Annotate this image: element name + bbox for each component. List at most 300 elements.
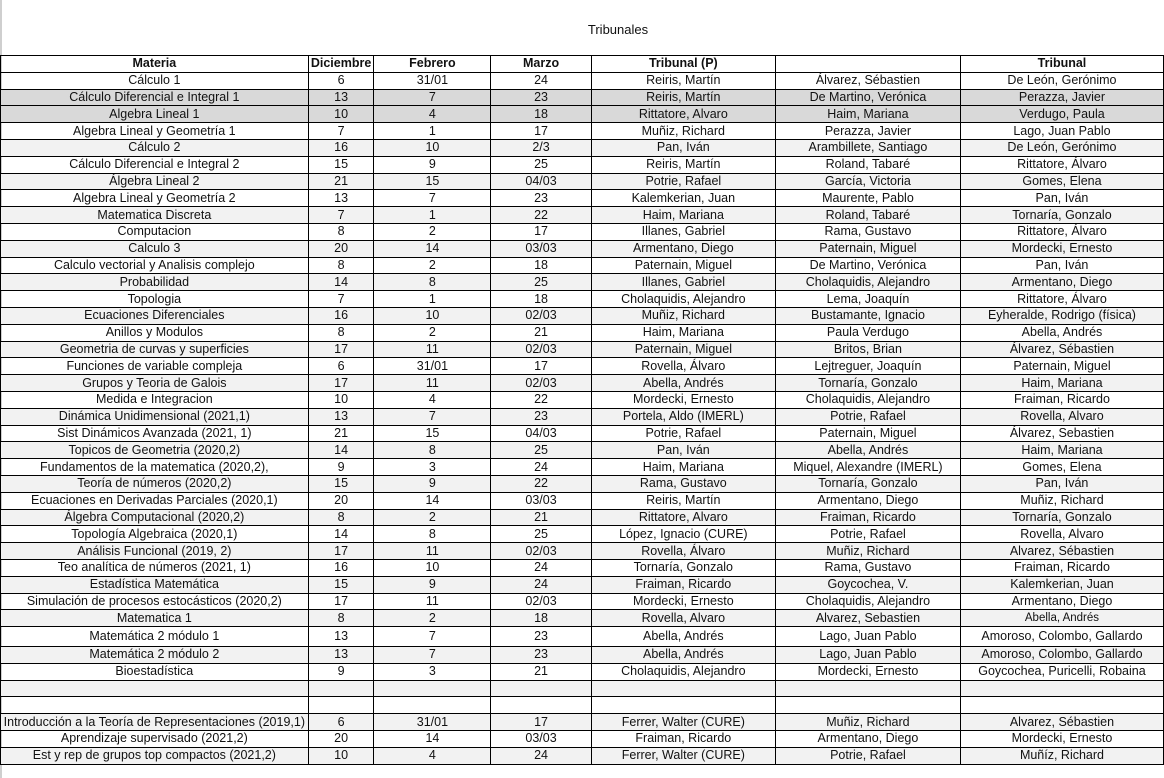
- cell-marzo[interactable]: 03/03: [491, 731, 591, 748]
- cell-materia[interactable]: [1, 697, 309, 714]
- cell-tribunal-presidente[interactable]: Kalemkerian, Juan: [591, 190, 775, 207]
- cell-materia[interactable]: Cálculo 1: [1, 72, 309, 89]
- cell-tribunal-vocal[interactable]: Muñiz, Richard: [775, 543, 960, 560]
- cell-tribunal-presidente[interactable]: Rovella, Alvaro: [591, 610, 775, 627]
- cell-diciembre[interactable]: 15: [308, 156, 374, 173]
- cell-tribunal-vocal[interactable]: Paternain, Miguel: [775, 425, 960, 442]
- cell-marzo[interactable]: 24: [491, 72, 591, 89]
- cell-febrero[interactable]: 7: [374, 89, 491, 106]
- cell-materia[interactable]: Teoría de números (2020,2): [1, 475, 309, 492]
- cell-febrero[interactable]: 31/01: [374, 714, 491, 731]
- cell-tribunal-presidente[interactable]: Muñiz, Richard: [591, 307, 775, 324]
- cell-marzo[interactable]: 24: [491, 459, 591, 476]
- cell-tribunal[interactable]: Álvarez, Sebastien: [960, 425, 1163, 442]
- cell-tribunal-vocal[interactable]: Lago, Juan Pablo: [775, 627, 960, 647]
- cell-febrero[interactable]: 1: [374, 291, 491, 308]
- cell-tribunal-presidente[interactable]: Abella, Andrés: [591, 375, 775, 392]
- cell-febrero[interactable]: 7: [374, 627, 491, 647]
- cell-diciembre[interactable]: 6: [308, 358, 374, 375]
- cell-marzo[interactable]: 23: [491, 647, 591, 664]
- cell-tribunal[interactable]: Rittatore, Álvaro: [960, 223, 1163, 240]
- cell-marzo[interactable]: 02/03: [491, 593, 591, 610]
- cell-materia[interactable]: Cálculo 2: [1, 139, 309, 156]
- cell-tribunal-presidente[interactable]: Illanes, Gabriel: [591, 223, 775, 240]
- cell-materia[interactable]: Grupos y Teoria de Galois: [1, 375, 309, 392]
- cell-tribunal-vocal[interactable]: Lago, Juan Pablo: [775, 647, 960, 664]
- cell-tribunal-vocal[interactable]: Miquel, Alexandre (IMERL): [775, 459, 960, 476]
- table-row: [1, 680, 1164, 697]
- cell-febrero[interactable]: 11: [374, 341, 491, 358]
- cell-tribunal-presidente[interactable]: Portela, Aldo (IMERL): [591, 408, 775, 425]
- cell-marzo[interactable]: 22: [491, 391, 591, 408]
- cell-tribunal-presidente[interactable]: Reiris, Martín: [591, 72, 775, 89]
- cell-materia[interactable]: Funciones de variable compleja: [1, 358, 309, 375]
- cell-tribunal-vocal[interactable]: Cholaquidis, Alejandro: [775, 274, 960, 291]
- cell-tribunal[interactable]: Paternain, Miguel: [960, 358, 1163, 375]
- cell-diciembre[interactable]: 15: [308, 475, 374, 492]
- cell-marzo[interactable]: 18: [491, 610, 591, 627]
- cell-tribunal-presidente[interactable]: Cholaquidis, Alejandro: [591, 291, 775, 308]
- cell-marzo[interactable]: [491, 697, 591, 714]
- cell-diciembre[interactable]: 17: [308, 341, 374, 358]
- cell-materia[interactable]: Est y rep de grupos top compactos (2021,2): [1, 747, 309, 764]
- cell-tribunal-presidente[interactable]: Potrie, Rafael: [591, 425, 775, 442]
- cell-tribunal-vocal[interactable]: Cholaquidis, Alejandro: [775, 391, 960, 408]
- cell-tribunal-vocal[interactable]: Roland, Tabaré: [775, 156, 960, 173]
- cell-febrero[interactable]: 11: [374, 543, 491, 560]
- cell-tribunal[interactable]: Verdugo, Paula: [960, 106, 1163, 123]
- cell-tribunal-vocal[interactable]: Maurente, Pablo: [775, 190, 960, 207]
- cell-materia[interactable]: Bioestadística: [1, 663, 309, 680]
- cell-febrero[interactable]: 9: [374, 576, 491, 593]
- cell-materia[interactable]: Medida e Integracion: [1, 391, 309, 408]
- cell-diciembre[interactable]: 13: [308, 408, 374, 425]
- cell-marzo[interactable]: 25: [491, 442, 591, 459]
- cell-marzo[interactable]: 18: [491, 106, 591, 123]
- cell-tribunal-presidente[interactable]: Rittatore, Alvaro: [591, 106, 775, 123]
- table-row: [1, 647, 1164, 664]
- cell-diciembre[interactable]: 8: [308, 509, 374, 526]
- table-row: [1, 576, 1164, 593]
- cell-febrero[interactable]: 1: [374, 207, 491, 224]
- cell-diciembre[interactable]: 7: [308, 207, 374, 224]
- cell-tribunal[interactable]: Haim, Mariana: [960, 375, 1163, 392]
- cell-diciembre[interactable]: 15: [308, 576, 374, 593]
- cell-tribunal-presidente[interactable]: Abella, Andrés: [591, 627, 775, 647]
- cell-tribunal[interactable]: Pan, Iván: [960, 190, 1163, 207]
- cell-marzo[interactable]: [491, 680, 591, 697]
- cell-tribunal-presidente[interactable]: Reiris, Martín: [591, 492, 775, 509]
- cell-febrero[interactable]: 10: [374, 307, 491, 324]
- cell-materia[interactable]: Cálculo Diferencial e Integral 2: [1, 156, 309, 173]
- cell-tribunal[interactable]: De León, Gerónimo: [960, 139, 1163, 156]
- cell-materia[interactable]: Matemática 2 módulo 2: [1, 647, 309, 664]
- cell-diciembre[interactable]: 20: [308, 731, 374, 748]
- cell-marzo[interactable]: 2/3: [491, 139, 591, 156]
- cell-febrero[interactable]: 4: [374, 391, 491, 408]
- cell-tribunal[interactable]: Muñíz, Richard: [960, 747, 1163, 764]
- cell-tribunal[interactable]: Álvarez, Sébastien: [960, 341, 1163, 358]
- cell-materia[interactable]: Análisis Funcional (2019, 2): [1, 543, 309, 560]
- cell-tribunal-presidente[interactable]: Ferrer, Walter (CURE): [591, 747, 775, 764]
- cell-diciembre[interactable]: 16: [308, 139, 374, 156]
- cell-diciembre[interactable]: 13: [308, 627, 374, 647]
- cell-materia[interactable]: Matematica 1: [1, 610, 309, 627]
- cell-diciembre[interactable]: 13: [308, 89, 374, 106]
- cell-materia[interactable]: Simulación de procesos estocásticos (2020,2): [1, 593, 309, 610]
- cell-tribunal-vocal[interactable]: Britos, Brian: [775, 341, 960, 358]
- cell-tribunal[interactable]: Tornaría, Gonzalo: [960, 207, 1163, 224]
- cell-tribunal-presidente[interactable]: Rama, Gustavo: [591, 475, 775, 492]
- cell-febrero[interactable]: 15: [374, 425, 491, 442]
- cell-tribunal-presidente[interactable]: Mordecki, Ernesto: [591, 593, 775, 610]
- header-marzo[interactable]: Marzo: [491, 56, 591, 73]
- cell-tribunal[interactable]: Rittatore, Álvaro: [960, 156, 1163, 173]
- cell-febrero[interactable]: 9: [374, 475, 491, 492]
- cell-materia[interactable]: Ecuaciones Diferenciales: [1, 307, 309, 324]
- cell-marzo[interactable]: 02/03: [491, 375, 591, 392]
- cell-tribunal[interactable]: Eyheralde, Rodrigo (física): [960, 307, 1163, 324]
- cell-diciembre[interactable]: 10: [308, 391, 374, 408]
- cell-diciembre[interactable]: 17: [308, 593, 374, 610]
- header-tribunal-p[interactable]: Tribunal (P): [591, 56, 775, 73]
- cell-tribunal[interactable]: Armentano, Diego: [960, 593, 1163, 610]
- cell-marzo[interactable]: 22: [491, 207, 591, 224]
- cell-materia[interactable]: Álgebra Lineal 2: [1, 173, 309, 190]
- cell-diciembre[interactable]: [308, 697, 374, 714]
- cell-tribunal[interactable]: Amoroso, Colombo, Gallardo: [960, 647, 1163, 664]
- cell-tribunal-vocal[interactable]: Cholaquidis, Alejandro: [775, 593, 960, 610]
- cell-tribunal[interactable]: Kalemkerian, Juan: [960, 576, 1163, 593]
- cell-tribunal-vocal[interactable]: García, Victoria: [775, 173, 960, 190]
- cell-materia[interactable]: Fundamentos de la matematica (2020,2),: [1, 459, 309, 476]
- cell-diciembre[interactable]: 9: [308, 663, 374, 680]
- cell-diciembre[interactable]: 14: [308, 442, 374, 459]
- cell-diciembre[interactable]: 10: [308, 106, 374, 123]
- cell-febrero[interactable]: 7: [374, 408, 491, 425]
- cell-tribunal-presidente[interactable]: Haim, Mariana: [591, 324, 775, 341]
- table-row: [1, 190, 1164, 207]
- cell-febrero[interactable]: 11: [374, 593, 491, 610]
- cell-febrero[interactable]: 2: [374, 509, 491, 526]
- cell-tribunal-presidente[interactable]: Rittatore, Alvaro: [591, 509, 775, 526]
- cell-materia[interactable]: Introducción a la Teoría de Representaciones (2019,1): [1, 714, 309, 731]
- cell-marzo[interactable]: 03/03: [491, 492, 591, 509]
- cell-tribunal[interactable]: Rittatore, Álvaro: [960, 291, 1163, 308]
- cell-tribunal[interactable]: Muñiz, Richard: [960, 492, 1163, 509]
- cell-tribunal-presidente[interactable]: Reiris, Martín: [591, 89, 775, 106]
- cell-febrero[interactable]: [374, 680, 491, 697]
- cell-materia[interactable]: Topicos de Geometria (2020,2): [1, 442, 309, 459]
- cell-febrero[interactable]: 10: [374, 559, 491, 576]
- cell-tribunal[interactable]: Perazza, Javier: [960, 89, 1163, 106]
- cell-tribunal-vocal[interactable]: Arambillete, Santiago: [775, 139, 960, 156]
- cell-marzo[interactable]: 02/03: [491, 341, 591, 358]
- cell-marzo[interactable]: 24: [491, 559, 591, 576]
- cell-diciembre[interactable]: 20: [308, 240, 374, 257]
- cell-marzo[interactable]: 21: [491, 663, 591, 680]
- cell-tribunal-presidente[interactable]: Fraiman, Ricardo: [591, 731, 775, 748]
- cell-febrero[interactable]: 8: [374, 526, 491, 543]
- cell-tribunal[interactable]: Armentano, Diego: [960, 274, 1163, 291]
- header-materia[interactable]: Materia: [1, 56, 309, 73]
- header-tribunal[interactable]: Tribunal: [960, 56, 1163, 73]
- cell-materia[interactable]: Aprendizaje supervisado (2021,2): [1, 731, 309, 748]
- cell-tribunal-vocal[interactable]: Goycochea, V.: [775, 576, 960, 593]
- cell-febrero[interactable]: 31/01: [374, 72, 491, 89]
- cell-diciembre[interactable]: 8: [308, 610, 374, 627]
- cell-diciembre[interactable]: 14: [308, 274, 374, 291]
- cell-tribunal-presidente[interactable]: Rovella, Álvaro: [591, 358, 775, 375]
- cell-febrero[interactable]: 4: [374, 106, 491, 123]
- cell-marzo[interactable]: 17: [491, 123, 591, 140]
- cell-tribunal[interactable]: Pan, Iván: [960, 257, 1163, 274]
- cell-marzo[interactable]: 23: [491, 408, 591, 425]
- cell-tribunal-presidente[interactable]: Mordecki, Ernesto: [591, 391, 775, 408]
- cell-diciembre[interactable]: 14: [308, 526, 374, 543]
- cell-febrero[interactable]: 14: [374, 731, 491, 748]
- cell-tribunal[interactable]: Rovella, Alvaro: [960, 408, 1163, 425]
- cell-tribunal-presidente[interactable]: Paternain, Miguel: [591, 341, 775, 358]
- cell-materia[interactable]: Estadística Matemática: [1, 576, 309, 593]
- cell-tribunal-presidente[interactable]: Abella, Andrés: [591, 647, 775, 664]
- cell-tribunal[interactable]: [960, 680, 1163, 697]
- cell-febrero[interactable]: 2: [374, 610, 491, 627]
- cell-febrero[interactable]: 7: [374, 190, 491, 207]
- cell-marzo[interactable]: 21: [491, 509, 591, 526]
- cell-diciembre[interactable]: 16: [308, 307, 374, 324]
- cell-materia[interactable]: [1, 680, 309, 697]
- cell-tribunal[interactable]: Alvarez, Sébastien: [960, 714, 1163, 731]
- cell-tribunal-presidente[interactable]: Fraiman, Ricardo: [591, 576, 775, 593]
- cell-materia[interactable]: Algebra Lineal y Geometría 1: [1, 123, 309, 140]
- cell-tribunal[interactable]: Rovella, Alvaro: [960, 526, 1163, 543]
- cell-materia[interactable]: Cálculo Diferencial e Integral 1: [1, 89, 309, 106]
- cell-marzo[interactable]: 18: [491, 291, 591, 308]
- cell-tribunal-vocal[interactable]: Paternain, Miguel: [775, 240, 960, 257]
- cell-materia[interactable]: Sist Dinámicos Avanzada (2021, 1): [1, 425, 309, 442]
- cell-marzo[interactable]: 22: [491, 475, 591, 492]
- cell-marzo[interactable]: 04/03: [491, 173, 591, 190]
- cell-materia[interactable]: Calculo vectorial y Analisis complejo: [1, 257, 309, 274]
- cell-tribunal-presidente[interactable]: Armentano, Diego: [591, 240, 775, 257]
- cell-tribunal[interactable]: Gomes, Elena: [960, 459, 1163, 476]
- cell-materia[interactable]: Ecuaciones en Derivadas Parciales (2020,1): [1, 492, 309, 509]
- cell-febrero[interactable]: 2: [374, 257, 491, 274]
- header-vocal[interactable]: [775, 56, 960, 73]
- cell-tribunal[interactable]: Gomes, Elena: [960, 173, 1163, 190]
- cell-tribunal-presidente[interactable]: [591, 697, 775, 714]
- cell-diciembre[interactable]: 6: [308, 714, 374, 731]
- cell-febrero[interactable]: 10: [374, 139, 491, 156]
- cell-tribunal-presidente[interactable]: Cholaquidis, Alejandro: [591, 663, 775, 680]
- cell-materia[interactable]: Topologia: [1, 291, 309, 308]
- cell-tribunal-vocal[interactable]: Lejtreguer, Joaquín: [775, 358, 960, 375]
- cell-tribunal-vocal[interactable]: Mordecki, Ernesto: [775, 663, 960, 680]
- cell-marzo[interactable]: 25: [491, 274, 591, 291]
- cell-tribunal-vocal[interactable]: [775, 680, 960, 697]
- cell-tribunal[interactable]: Lago, Juan Pablo: [960, 123, 1163, 140]
- cell-febrero[interactable]: 1: [374, 123, 491, 140]
- cell-febrero[interactable]: 3: [374, 663, 491, 680]
- cell-materia[interactable]: Calculo 3: [1, 240, 309, 257]
- cell-febrero[interactable]: 2: [374, 223, 491, 240]
- cell-marzo[interactable]: 25: [491, 526, 591, 543]
- cell-marzo[interactable]: 23: [491, 89, 591, 106]
- cell-materia[interactable]: Computacion: [1, 223, 309, 240]
- cell-tribunal[interactable]: Abella, Andrés: [960, 324, 1163, 341]
- cell-febrero[interactable]: 11: [374, 375, 491, 392]
- cell-tribunal[interactable]: Mordecki, Ernesto: [960, 731, 1163, 748]
- cell-marzo[interactable]: 21: [491, 324, 591, 341]
- cell-diciembre[interactable]: 8: [308, 223, 374, 240]
- cell-diciembre[interactable]: 9: [308, 459, 374, 476]
- cell-marzo[interactable]: 17: [491, 358, 591, 375]
- cell-tribunal-presidente[interactable]: López, Ignacio (CURE): [591, 526, 775, 543]
- cell-diciembre[interactable]: 6: [308, 72, 374, 89]
- cell-tribunal[interactable]: Fraiman, Ricardo: [960, 391, 1163, 408]
- cell-febrero[interactable]: 8: [374, 442, 491, 459]
- cell-tribunal-vocal[interactable]: Haim, Mariana: [775, 106, 960, 123]
- cell-febrero[interactable]: [374, 697, 491, 714]
- cell-marzo[interactable]: 24: [491, 747, 591, 764]
- cell-febrero[interactable]: 31/01: [374, 358, 491, 375]
- cell-tribunal-presidente[interactable]: Rovella, Álvaro: [591, 543, 775, 560]
- cell-tribunal-presidente[interactable]: Potrie, Rafael: [591, 173, 775, 190]
- cell-diciembre[interactable]: 17: [308, 543, 374, 560]
- cell-diciembre[interactable]: 13: [308, 647, 374, 664]
- cell-tribunal-presidente[interactable]: Ferrer, Walter (CURE): [591, 714, 775, 731]
- cell-tribunal-vocal[interactable]: De Martino, Verónica: [775, 89, 960, 106]
- cell-tribunal-vocal[interactable]: Tornaría, Gonzalo: [775, 475, 960, 492]
- cell-febrero[interactable]: 15: [374, 173, 491, 190]
- cell-diciembre[interactable]: 21: [308, 425, 374, 442]
- cell-marzo[interactable]: 25: [491, 156, 591, 173]
- cell-tribunal-vocal[interactable]: Fraiman, Ricardo: [775, 509, 960, 526]
- cell-tribunal-vocal[interactable]: Rama, Gustavo: [775, 559, 960, 576]
- cell-febrero[interactable]: 2: [374, 324, 491, 341]
- cell-diciembre[interactable]: 8: [308, 324, 374, 341]
- table-row: [1, 543, 1164, 560]
- header-diciembre[interactable]: Diciembre: [308, 56, 374, 73]
- cell-tribunal-presidente[interactable]: Illanes, Gabriel: [591, 274, 775, 291]
- cell-tribunal[interactable]: [960, 697, 1163, 714]
- cell-febrero[interactable]: 14: [374, 492, 491, 509]
- cell-tribunal[interactable]: Goycochea, Puricelli, Robaina: [960, 663, 1163, 680]
- cell-marzo[interactable]: 23: [491, 627, 591, 647]
- cell-tribunal[interactable]: Abella, Andrés: [960, 610, 1163, 627]
- cell-materia[interactable]: Geometria de curvas y superficies: [1, 341, 309, 358]
- cell-tribunal-presidente[interactable]: Muñiz, Richard: [591, 123, 775, 140]
- cell-febrero[interactable]: 9: [374, 156, 491, 173]
- cell-diciembre[interactable]: 7: [308, 123, 374, 140]
- cell-tribunal[interactable]: Fraiman, Ricardo: [960, 559, 1163, 576]
- cell-tribunal-vocal[interactable]: Armentano, Diego: [775, 492, 960, 509]
- cell-tribunal-vocal[interactable]: Paula Verdugo: [775, 324, 960, 341]
- cell-materia[interactable]: Anillos y Modulos: [1, 324, 309, 341]
- cell-diciembre[interactable]: 16: [308, 559, 374, 576]
- cell-tribunal[interactable]: Tornaría, Gonzalo: [960, 509, 1163, 526]
- cell-marzo[interactable]: 17: [491, 714, 591, 731]
- cell-febrero[interactable]: 7: [374, 647, 491, 664]
- cell-tribunal-vocal[interactable]: Rama, Gustavo: [775, 223, 960, 240]
- cell-diciembre[interactable]: 7: [308, 291, 374, 308]
- cell-marzo[interactable]: 18: [491, 257, 591, 274]
- cell-marzo[interactable]: 04/03: [491, 425, 591, 442]
- cell-materia[interactable]: Teo analítica de números (2021, 1): [1, 559, 309, 576]
- cell-tribunal-presidente[interactable]: Pan, Iván: [591, 139, 775, 156]
- cell-diciembre[interactable]: 20: [308, 492, 374, 509]
- cell-tribunal-presidente[interactable]: Pan, Iván: [591, 442, 775, 459]
- cell-tribunal-vocal[interactable]: Bustamante, Ignacio: [775, 307, 960, 324]
- header-febrero[interactable]: Febrero: [374, 56, 491, 73]
- cell-marzo[interactable]: 03/03: [491, 240, 591, 257]
- cell-materia[interactable]: Dinámica Unidimensional (2021,1): [1, 408, 309, 425]
- cell-tribunal[interactable]: Alvarez, Sébastien: [960, 543, 1163, 560]
- cell-febrero[interactable]: 3: [374, 459, 491, 476]
- cell-diciembre[interactable]: 10: [308, 747, 374, 764]
- cell-tribunal-presidente[interactable]: Haim, Mariana: [591, 459, 775, 476]
- cell-marzo[interactable]: 17: [491, 223, 591, 240]
- cell-tribunal[interactable]: Haim, Mariana: [960, 442, 1163, 459]
- cell-febrero[interactable]: 4: [374, 747, 491, 764]
- cell-tribunal[interactable]: Amoroso, Colombo, Gallardo: [960, 627, 1163, 647]
- cell-tribunal-presidente[interactable]: Reiris, Martín: [591, 156, 775, 173]
- cell-tribunal-presidente[interactable]: [591, 680, 775, 697]
- cell-tribunal-vocal[interactable]: Potrie, Rafael: [775, 747, 960, 764]
- cell-materia[interactable]: Matemática 2 módulo 1: [1, 627, 309, 647]
- cell-marzo[interactable]: 24: [491, 576, 591, 593]
- cell-materia[interactable]: Probabilidad: [1, 274, 309, 291]
- cell-tribunal-presidente[interactable]: Paternain, Miguel: [591, 257, 775, 274]
- cell-tribunal-vocal[interactable]: Lema, Joaquín: [775, 291, 960, 308]
- cell-tribunal[interactable]: Mordecki, Ernesto: [960, 240, 1163, 257]
- cell-tribunal-vocal[interactable]: [775, 697, 960, 714]
- cell-tribunal-vocal[interactable]: Alvarez, Sebastien: [775, 610, 960, 627]
- cell-diciembre[interactable]: 17: [308, 375, 374, 392]
- cell-tribunal-vocal[interactable]: Potrie, Rafael: [775, 526, 960, 543]
- cell-tribunal-vocal[interactable]: Muñiz, Richard: [775, 714, 960, 731]
- cell-tribunal[interactable]: Pan, Iván: [960, 475, 1163, 492]
- table-row: [1, 391, 1164, 408]
- cell-tribunal-vocal[interactable]: Potrie, Rafael: [775, 408, 960, 425]
- cell-tribunal-vocal[interactable]: Armentano, Diego: [775, 731, 960, 748]
- cell-diciembre[interactable]: [308, 680, 374, 697]
- cell-tribunal-vocal[interactable]: Perazza, Javier: [775, 123, 960, 140]
- cell-tribunal-vocal[interactable]: Tornaría, Gonzalo: [775, 375, 960, 392]
- cell-materia[interactable]: Algebra Lineal y Geometría 2: [1, 190, 309, 207]
- cell-diciembre[interactable]: 13: [308, 190, 374, 207]
- cell-tribunal-vocal[interactable]: De Martino, Verónica: [775, 257, 960, 274]
- cell-tribunal-vocal[interactable]: Álvarez, Sébastien: [775, 72, 960, 89]
- cell-tribunal-vocal[interactable]: Roland, Tabaré: [775, 207, 960, 224]
- cell-materia[interactable]: Matematica Discreta: [1, 207, 309, 224]
- cell-tribunal[interactable]: De León, Gerónimo: [960, 72, 1163, 89]
- cell-febrero[interactable]: 8: [374, 274, 491, 291]
- cell-tribunal-presidente[interactable]: Haim, Mariana: [591, 207, 775, 224]
- cell-materia[interactable]: Álgebra Computacional (2020,2): [1, 509, 309, 526]
- cell-diciembre[interactable]: 8: [308, 257, 374, 274]
- cell-tribunal-vocal[interactable]: Abella, Andrés: [775, 442, 960, 459]
- cell-diciembre[interactable]: 21: [308, 173, 374, 190]
- cell-febrero[interactable]: 14: [374, 240, 491, 257]
- cell-materia[interactable]: Topología Algebraica (2020,1): [1, 526, 309, 543]
- cell-marzo[interactable]: 02/03: [491, 543, 591, 560]
- cell-materia[interactable]: Algebra Lineal 1: [1, 106, 309, 123]
- cell-marzo[interactable]: 23: [491, 190, 591, 207]
- cell-tribunal-presidente[interactable]: Tornaría, Gonzalo: [591, 559, 775, 576]
- cell-marzo[interactable]: 02/03: [491, 307, 591, 324]
